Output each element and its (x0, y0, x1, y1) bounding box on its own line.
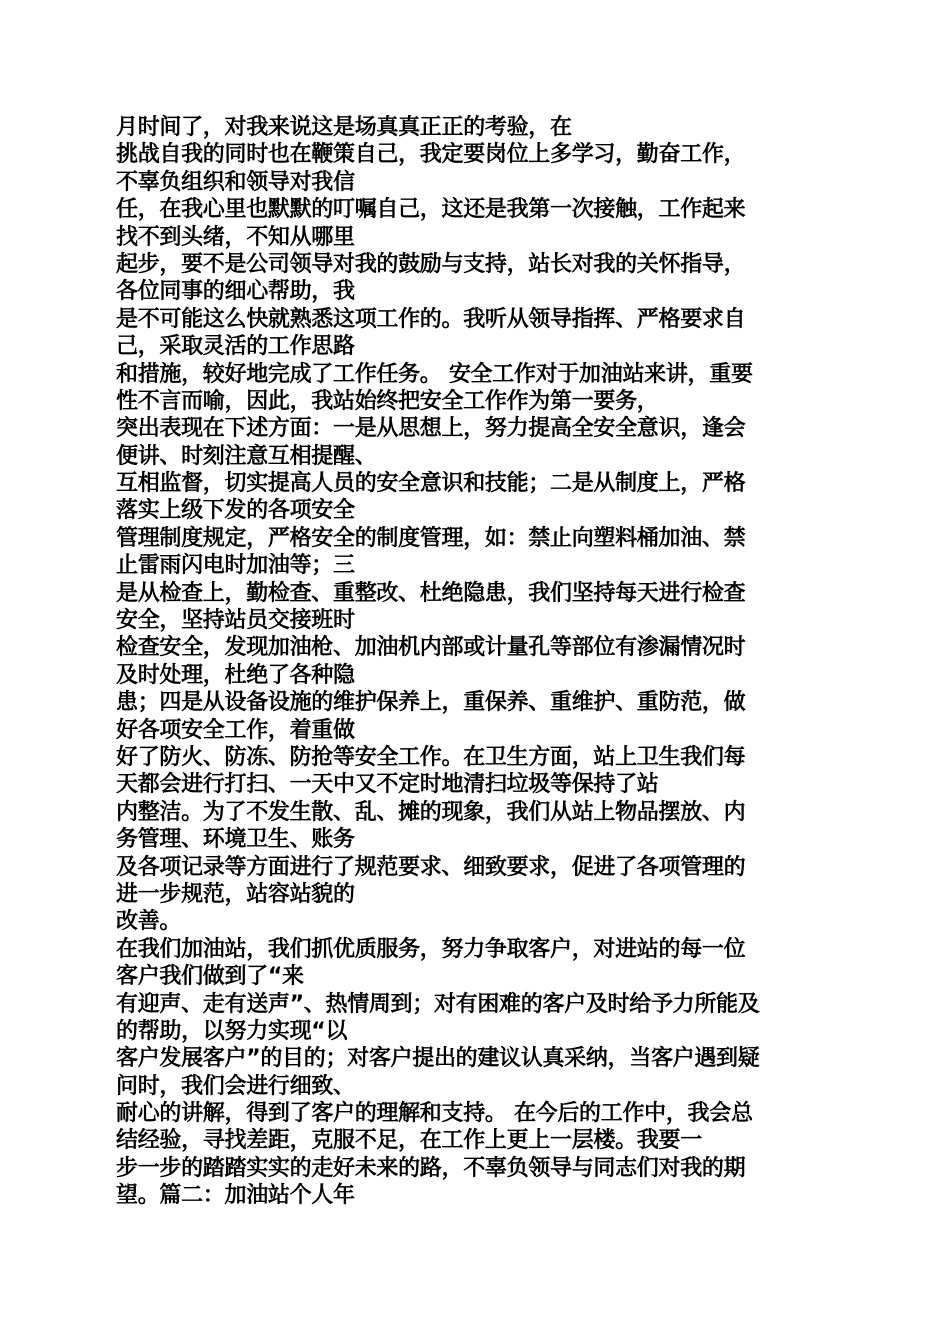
text-line: 性不言而喻，因此，我站始终把安全工作作为第一要务， (116, 388, 659, 414)
text-line: 挑战自我的同时也在鞭策自己，我定要岗位上多学习，勤奋工作， (116, 142, 746, 168)
text-line: 各位同事的细心帮助，我 (116, 279, 355, 305)
text-line: 结经验，寻找差距，克服不足，在工作上更上一层楼。我要一 (116, 1128, 702, 1154)
text-line: 及各项记录等方面进行了规范要求、细致要求，促进了各项管理的 (116, 854, 746, 880)
text-line: 突出表现在下述方面：一是从思想上，努力提高全安全意识，逢会 (116, 416, 746, 442)
text-line: 好了防火、防冻、防抢等安全工作。在卫生方面，站上卫生我们每 (116, 744, 746, 770)
text-line: 是不可能这么快就熟悉这项工作的。我听从领导指挥、严格要求自 (116, 306, 746, 332)
text-line: 检查安全，发现加油枪、加油机内部或计量孔等部位有渗漏情况时 (116, 635, 746, 661)
text-line: 步一步的踏踏实实的走好未来的路，不辜负领导与同志们对我的期 (116, 1155, 746, 1181)
text-line: 起步，要不是公司领导对我的鼓励与支持，站长对我的关怀指导， (116, 251, 746, 277)
text-line: 不辜负组织和领导对我信 (116, 169, 355, 195)
text-line: 管理制度规定，严格安全的制度管理，如：禁止向塑料桶加油、禁 (116, 525, 746, 551)
text-line: 天都会进行打扫、一天中又不定时地清扫垃圾等保持了站 (116, 772, 659, 798)
text-line: 有迎声、走有送声”、热情周到；对有困难的客户及时给予力所能及 (116, 991, 760, 1017)
text-line: 好各项安全工作，着重做 (116, 717, 355, 743)
text-line: 和措施，较好地完成了工作任务。 安全工作对于加油站来讲，重要 (116, 361, 753, 387)
text-line: 务管理、环境卫生、账务 (116, 827, 355, 853)
text-line: 及时处理，杜绝了各种隐 (116, 662, 355, 688)
text-line: 患；四是从设备设施的维护保养上，重保养、重维护、重防范，做 (116, 690, 746, 716)
text-line: 内整洁。为了不发生散、乱、摊的现象，我们从站上物品摆放、内 (116, 799, 746, 825)
text-line: 耐心的讲解，得到了客户的理解和支持。 在今后的工作中，我会总 (116, 1101, 753, 1127)
text-line: 便讲、时刻注意互相提醒、 (116, 443, 377, 469)
text-line: 己，采取灵活的工作思路 (116, 334, 355, 360)
text-line: 月时间了，对我来说这是场真真正正的考验，在 (116, 115, 572, 140)
text-line: 是从检查上，勤检查、重整改、杜绝隐患，我们坚持每天进行检查 (116, 580, 746, 606)
text-line: 的帮助，以努力实现“以 (116, 1018, 348, 1044)
text-line: 望。篇二：加油站个人年 (116, 1183, 355, 1209)
text-line: 任，在我心里也默默的叮嘱自己，这还是我第一次接触，工作起来 (116, 197, 746, 223)
text-line: 客户发展客户”的目的；对客户提出的建议认真采纳，当客户遇到疑 (116, 1046, 760, 1072)
text-line: 互相监督，切实提高人员的安全意识和技能；二是从制度上，严格 (116, 471, 746, 497)
text-line: 改善。 (116, 909, 182, 935)
text-line: 问时，我们会进行细致、 (116, 1073, 355, 1099)
text-line: 客户我们做到了“来 (116, 964, 304, 990)
text-line: 落实上级下发的各项安全 (116, 498, 355, 524)
body-text (116, 114, 836, 1210)
text-line: 进一步规范，站容站貌的 (116, 881, 355, 907)
text-line: 在我们加油站，我们抓优质服务，努力争取客户，对进站的每一位 (116, 936, 746, 962)
text-line: 找不到头绪，不知从哪里 (116, 224, 355, 250)
text-line: 安全，坚持站员交接班时 (116, 608, 355, 634)
text-line: 止雷雨闪电时加油等；三 (116, 553, 355, 579)
